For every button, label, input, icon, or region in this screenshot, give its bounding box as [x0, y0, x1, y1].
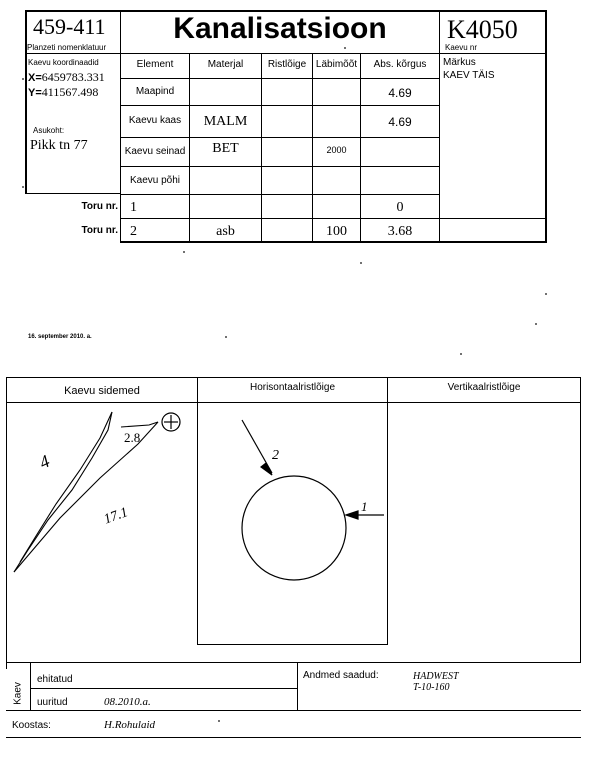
row-element: Kaevu seinad — [124, 146, 186, 157]
pipe-elevation: 3.68 — [387, 224, 413, 239]
row-elevation: 4.69 — [388, 86, 412, 100]
data-received-value-2: T-10-160 — [413, 682, 450, 693]
data-received-value-1: HADWEST — [413, 671, 459, 682]
scan-dot — [545, 293, 547, 295]
panel-ties-title: Kaevu sidemed — [64, 385, 140, 397]
coord-x-value: 6459783.331 — [41, 70, 105, 84]
col-diameter: Läbimõõt — [315, 59, 358, 70]
surveyed-value: 08.2010.a. — [104, 696, 151, 708]
coord-y — [28, 85, 98, 100]
row-element: Maapind — [135, 86, 175, 97]
row-element: Kaevu põhi — [129, 175, 181, 186]
horizontal-section-sketch — [200, 405, 390, 595]
remarks-label: Märkus — [443, 57, 476, 68]
col-cross-section: Ristlõige — [267, 59, 307, 70]
ties-sketch — [0, 400, 200, 580]
scan-dot — [22, 186, 24, 188]
scan-dot — [22, 78, 24, 80]
pipe-label: Toru nr. — [81, 225, 118, 236]
date-stamp: 16. september 2010. a. — [28, 334, 92, 340]
scan-dot — [183, 251, 185, 253]
coord-x-label: X= — [28, 72, 42, 84]
row-diameter: 2000 — [326, 145, 347, 155]
scan-dot — [360, 262, 362, 264]
tie-distance-long: 17.1 — [101, 505, 131, 528]
panel-horizontal-title: Horisontaalristlõige — [249, 382, 336, 393]
well-circle — [242, 476, 346, 580]
coord-y-label: Y= — [28, 87, 42, 99]
coord-y-value: 411567.498 — [41, 85, 99, 99]
row-elevation: 4.69 — [388, 115, 412, 129]
coords-label: Kaevu koordinaadid — [28, 58, 99, 67]
data-received-label: Andmed saadud: — [303, 670, 379, 681]
scan-dot — [225, 336, 227, 338]
built-label: ehitatud — [37, 674, 73, 685]
row-element: Kaevu kaas — [128, 115, 182, 126]
pipe-2-arrow-icon — [242, 420, 272, 475]
scan-dot — [344, 47, 346, 49]
pipe-material: asb — [216, 224, 235, 239]
pipe-number: 1 — [130, 200, 137, 215]
plan-number: 459-411 — [33, 14, 106, 39]
tie-distance-left: 4 — [36, 450, 53, 473]
pipe-diameter: 100 — [326, 224, 347, 239]
compiled-label: Koostas: — [12, 720, 51, 731]
pipe-label: Toru nr. — [81, 201, 118, 212]
pipe-elevation: 0 — [396, 200, 404, 215]
well-id: K4050 — [447, 15, 518, 44]
footer-side-label: Kaev — [12, 682, 24, 705]
reference-point-icon — [162, 413, 180, 431]
scan-dot — [535, 323, 537, 325]
row-material: MALM — [203, 114, 248, 129]
surveyed-label: uuritud — [37, 697, 68, 708]
plan-number-label: Planzeti nomenklatuur — [27, 43, 107, 52]
scan-dot — [460, 353, 462, 355]
col-material: Materjal — [207, 59, 244, 70]
col-elevation: Abs. kõrgus — [373, 59, 427, 70]
well-id-label: Kaevu nr — [445, 43, 478, 52]
col-element: Element — [136, 59, 174, 70]
pipe-1-label: 1 — [361, 499, 368, 514]
coord-x — [28, 70, 105, 85]
tie-distance-a: 2.8 — [124, 430, 141, 445]
pipe-2-label: 2 — [272, 448, 279, 463]
pipe-number: 2 — [130, 224, 137, 239]
page-title: Kanalisatsioon — [173, 12, 387, 45]
location-value: Pikk tn 77 — [30, 138, 88, 153]
scan-dot — [218, 720, 220, 722]
row-material: BET — [212, 141, 239, 156]
location-label: Asukoht: — [33, 126, 65, 135]
panel-vertical-title: Vertikaalristlõige — [447, 382, 521, 393]
remarks-value: KAEV TÄIS — [443, 70, 495, 81]
compiled-value: H.Rohulaid — [104, 719, 156, 731]
